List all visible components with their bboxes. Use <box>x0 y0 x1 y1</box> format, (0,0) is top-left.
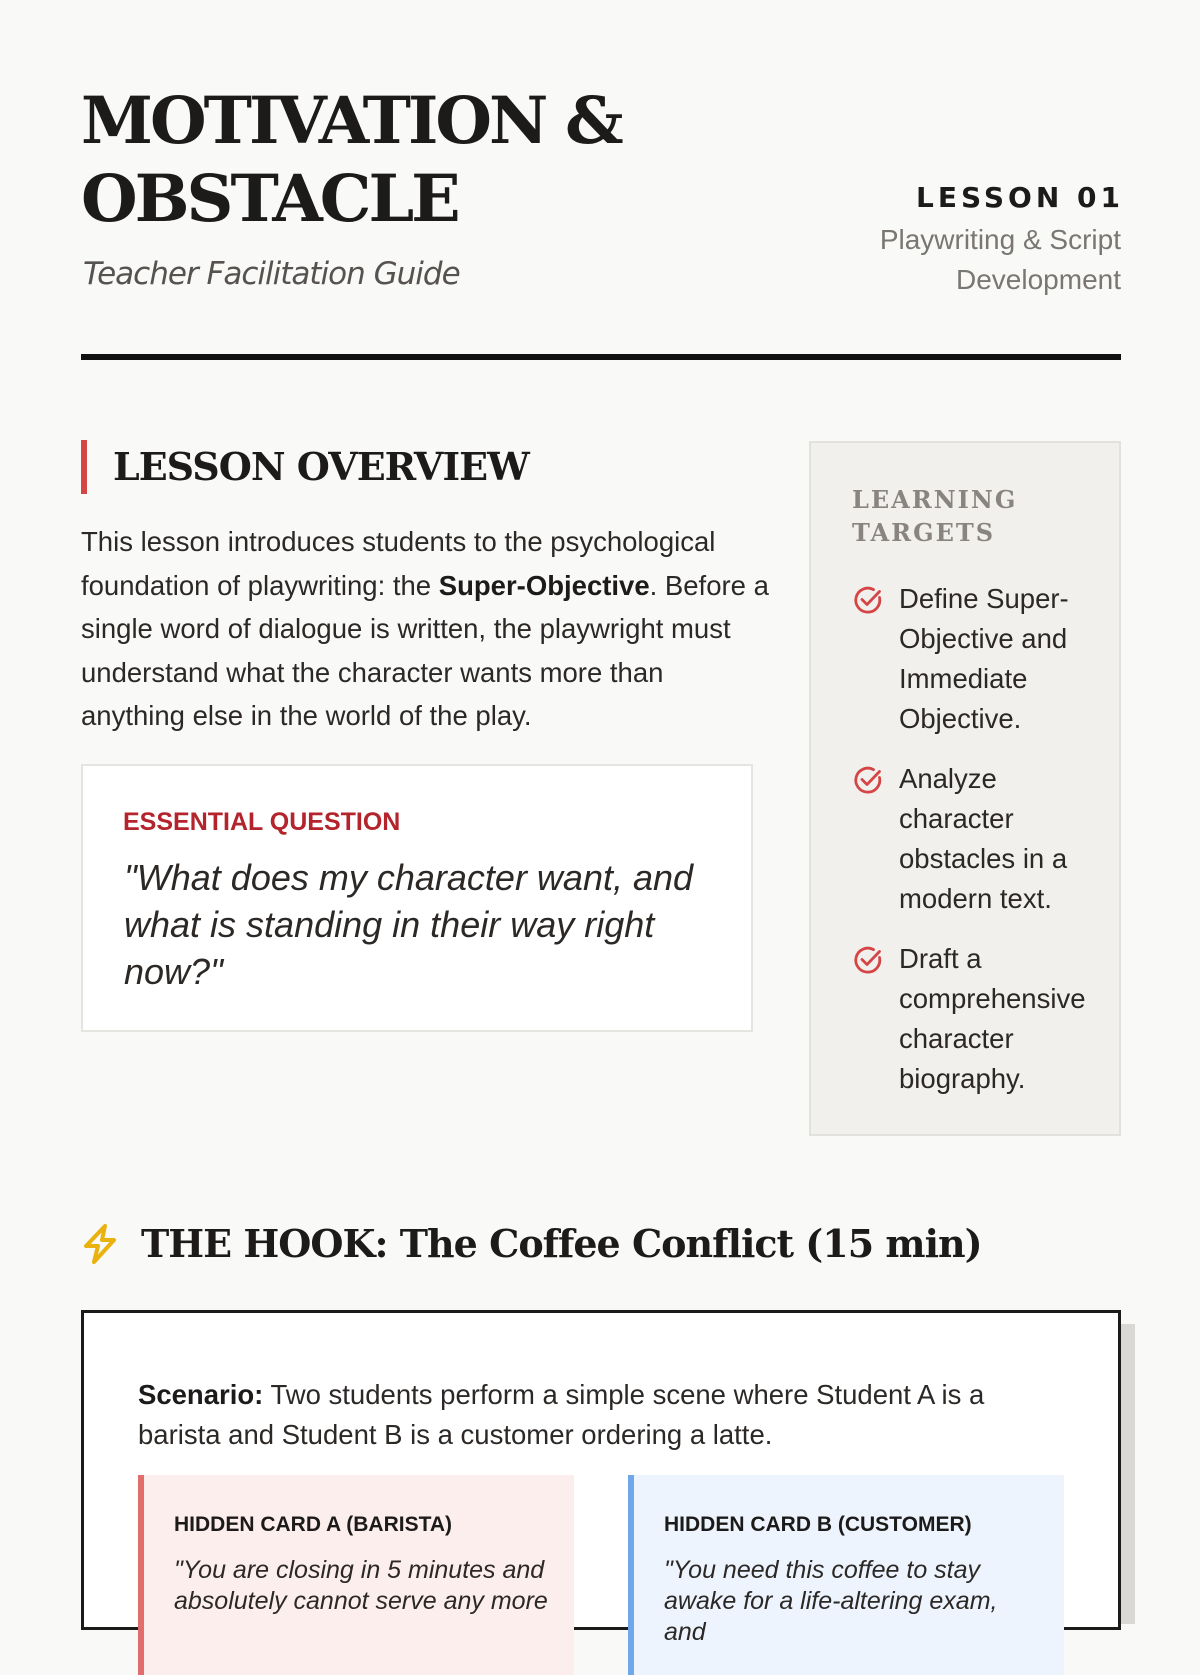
check-circle-icon <box>852 764 884 796</box>
overview-text-end: . Before a single word of dialogue is written, the playwright must understand what the character wants more than anything else in the world of the play. <box>81 569 769 731</box>
lesson-number: LESSON 01 <box>916 181 1124 214</box>
learning-target-item <box>852 579 1102 739</box>
course-name <box>801 220 1121 300</box>
page-title <box>81 82 721 238</box>
lesson-overview-text <box>81 520 771 738</box>
title-line-2: OBSTACLE <box>81 161 458 237</box>
hidden-card-label: HIDDEN CARD B (CUSTOMER) <box>664 1513 972 1536</box>
learning-targets-list <box>852 579 1102 1119</box>
essential-question-label: ESSENTIAL QUESTION <box>123 808 401 836</box>
hook-heading-text: THE HOOK: The Coffee Conflict (15 min) <box>141 1221 982 1266</box>
course-name-line-2: Development <box>956 264 1121 295</box>
learning-target-item <box>852 939 1102 1099</box>
hidden-card-customer <box>628 1475 1064 1675</box>
lesson-overview-heading: LESSON OVERVIEW <box>81 440 529 494</box>
hook-scenario-box <box>81 1310 1121 1646</box>
title-line-1: MOTIVATION & <box>81 83 621 159</box>
header-divider <box>81 354 1121 360</box>
learning-target-text: Draft a comprehensive character biography. <box>899 943 1086 1094</box>
overview-text-bold: Super-Objective <box>438 569 650 601</box>
scenario-description: Two students perform a simple scene where Student A is a barista and Student B is a customer ordering a latte. <box>138 1379 985 1450</box>
learning-targets-heading: LEARNING TARGETS <box>852 485 1018 547</box>
learning-target-text: Define Super-Objective and Immediate Objective. <box>899 583 1069 734</box>
learning-target-item <box>852 759 1102 919</box>
hidden-card-text: "You need this coffee to stay awake for a life-altering exam, and <box>664 1556 998 1646</box>
hidden-card-barista <box>138 1475 574 1675</box>
lesson-meta <box>801 178 1124 300</box>
check-circle-icon <box>852 944 884 976</box>
page-subtitle: Teacher Facilitation Guide <box>83 256 460 292</box>
hidden-card-label: HIDDEN CARD A (BARISTA) <box>174 1513 453 1536</box>
essential-question-card <box>81 764 753 1032</box>
scenario-label: Scenario: <box>138 1379 264 1410</box>
essential-question-quote: "What does my character want, and what is standing in their way right now?" <box>124 857 694 992</box>
learning-target-text: Analyze character obstacles in a modern text. <box>899 763 1068 914</box>
scenario-text <box>138 1375 1018 1455</box>
hidden-card-text: "You are closing in 5 minutes and absolutely cannot serve any more <box>174 1556 548 1615</box>
learning-targets-panel <box>809 441 1121 1136</box>
facilitation-guide-page <box>81 0 1124 1646</box>
lightning-bolt-icon <box>81 1224 119 1264</box>
check-circle-icon <box>852 584 884 616</box>
course-name-line-1: Playwriting & Script <box>879 224 1121 255</box>
overview-text-start: This lesson introduces students to the psychological foundation of playwriting: the <box>81 526 716 601</box>
